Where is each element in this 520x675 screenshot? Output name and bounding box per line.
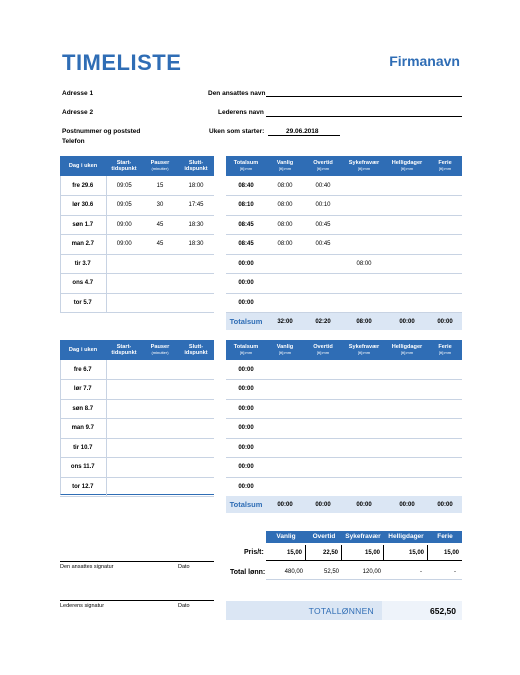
- table-row: [226, 215, 462, 235]
- col-total: [226, 340, 266, 360]
- week1-right-header: [226, 156, 462, 176]
- table-row: [226, 380, 462, 400]
- page-title: TIMELISTE: [62, 50, 182, 75]
- sick-cell[interactable]: [342, 235, 386, 255]
- phone-label: Telefon: [62, 138, 85, 145]
- holiday-cell[interactable]: [386, 399, 428, 419]
- end-cell[interactable]: [178, 274, 214, 294]
- vacation-cell[interactable]: [428, 254, 462, 274]
- col-end-label2: idspunkt: [184, 350, 208, 356]
- vacation-cell[interactable]: [428, 458, 462, 478]
- table-row: [226, 399, 462, 419]
- col-day-label: Dag i uken: [68, 162, 98, 169]
- vacation-cell[interactable]: [428, 419, 462, 439]
- overtime-cell[interactable]: [304, 254, 342, 274]
- col-start: [106, 340, 142, 360]
- table-row: [226, 419, 462, 439]
- total-cell: 00:00: [226, 399, 266, 419]
- vacation-cell[interactable]: [428, 235, 462, 255]
- pay-header-vacation: Ferie: [437, 532, 453, 540]
- start-cell[interactable]: [106, 438, 142, 458]
- total-sick: 120,00: [362, 569, 381, 575]
- col-total-label: Totalsum: [233, 159, 259, 166]
- sick-cell[interactable]: [342, 438, 386, 458]
- table-row: [60, 399, 214, 419]
- day-cell: lør 30.6: [60, 196, 106, 216]
- week-start-value: 29.06.2018: [286, 128, 319, 135]
- col-regular: [266, 156, 304, 176]
- col-vacation-label: Ferie: [438, 343, 452, 350]
- overtime-cell[interactable]: 00:10: [304, 196, 342, 216]
- col-total-unit: [tt]:mm: [239, 166, 253, 171]
- breaks-cell[interactable]: [142, 380, 178, 400]
- start-cell[interactable]: [106, 380, 142, 400]
- breaks-cell[interactable]: 45: [142, 235, 178, 255]
- table-row: [60, 176, 214, 196]
- end-cell[interactable]: [178, 399, 214, 419]
- col-end-label: Slutt-: [188, 159, 204, 166]
- pay-header-regular: Vanlig: [276, 532, 296, 540]
- vacation-cell[interactable]: [428, 438, 462, 458]
- overtime-cell[interactable]: [304, 293, 342, 313]
- total-cell: 00:00: [226, 380, 266, 400]
- col-breaks-unit: (minutter): [151, 350, 169, 355]
- day-cell: søn 8.7: [60, 399, 106, 419]
- rate-label: Pris/t:: [244, 549, 264, 556]
- start-cell[interactable]: [106, 360, 142, 380]
- end-cell[interactable]: [178, 438, 214, 458]
- total-cell: 00:00: [226, 458, 266, 478]
- week2-left-table: [60, 360, 214, 497]
- col-sick-unit: [tt]:mm: [357, 166, 371, 171]
- overtime-cell[interactable]: [304, 477, 342, 497]
- end-cell[interactable]: [178, 360, 214, 380]
- week2-sum-label: Totalsum: [229, 500, 263, 509]
- table-row: [226, 235, 462, 255]
- employee-signature-line[interactable]: [60, 561, 214, 562]
- holiday-cell[interactable]: [386, 477, 428, 497]
- total-cell: 00:00: [226, 293, 266, 313]
- day-cell: tor 5.7: [60, 293, 106, 313]
- col-day: [60, 340, 106, 360]
- pay-header: [266, 531, 462, 543]
- table-row: [60, 477, 214, 497]
- postal-label: Postnummer og poststed: [62, 128, 141, 135]
- end-cell[interactable]: [178, 254, 214, 274]
- breaks-cell[interactable]: 30: [142, 196, 178, 216]
- regular-cell[interactable]: 08:00: [266, 215, 304, 235]
- col-vacation-unit: [tt]:mm: [438, 350, 452, 355]
- start-cell[interactable]: 09:00: [106, 215, 142, 235]
- start-cell[interactable]: [106, 399, 142, 419]
- col-start: [106, 156, 142, 176]
- week2-sum-sick: 00:00: [356, 501, 372, 508]
- vacation-cell[interactable]: [428, 274, 462, 294]
- week1-sum-sick: 08:00: [356, 318, 372, 325]
- week1-left-table: [60, 176, 214, 313]
- day-cell: tir 3.7: [60, 254, 106, 274]
- col-overtime-unit: [tt]:mm: [316, 350, 330, 355]
- employee-date-label: Dato: [178, 564, 190, 570]
- manager-signature-label: Lederens signatur: [60, 603, 105, 609]
- col-regular-label: Vanlig: [276, 159, 294, 166]
- week-start-label: Uken som starter:: [209, 128, 265, 135]
- table-row: [60, 254, 214, 274]
- col-vacation-unit: [tt]:mm: [438, 166, 452, 171]
- regular-cell[interactable]: [266, 293, 304, 313]
- end-cell[interactable]: [178, 380, 214, 400]
- company-name: Firmanavn: [389, 53, 460, 69]
- col-holiday: [386, 156, 428, 176]
- pay-header-holiday: Helligdager: [388, 532, 424, 540]
- col-holiday-unit: [tt]:mm: [400, 166, 414, 171]
- day-cell: søn 1.7: [60, 215, 106, 235]
- rate-vacation[interactable]: 15,00: [443, 550, 459, 556]
- regular-cell[interactable]: [266, 274, 304, 294]
- holiday-cell[interactable]: [386, 196, 428, 216]
- regular-cell[interactable]: 08:00: [266, 176, 304, 196]
- sick-cell[interactable]: [342, 176, 386, 196]
- breaks-cell[interactable]: [142, 360, 178, 380]
- table-row: [60, 235, 214, 255]
- col-end: [178, 156, 214, 176]
- holiday-cell[interactable]: [386, 380, 428, 400]
- col-vacation: [428, 156, 462, 176]
- start-cell[interactable]: [106, 293, 142, 313]
- table-row: [226, 438, 462, 458]
- holiday-cell[interactable]: [386, 293, 428, 313]
- start-cell[interactable]: [106, 477, 142, 497]
- end-cell[interactable]: 17:45: [178, 196, 214, 216]
- col-holiday-unit: [tt]:mm: [400, 350, 414, 355]
- week2-sum-holiday: 00:00: [399, 501, 415, 508]
- pay-header-overtime: Overtid: [312, 532, 336, 540]
- start-cell[interactable]: [106, 458, 142, 478]
- col-regular-unit: [tt]:mm: [278, 350, 292, 355]
- rate-row: [266, 545, 462, 561]
- table-row: [226, 458, 462, 478]
- pay-header-sick: Sykefravær: [345, 532, 381, 540]
- col-breaks: [142, 340, 178, 360]
- col-total-unit: [tt]:mm: [239, 350, 253, 355]
- rate-overtime[interactable]: 22,50: [306, 545, 342, 560]
- regular-cell[interactable]: [266, 477, 304, 497]
- week1-sum-row: [226, 313, 462, 330]
- breaks-cell[interactable]: [142, 477, 178, 497]
- overtime-cell[interactable]: [304, 419, 342, 439]
- regular-cell[interactable]: [266, 380, 304, 400]
- vacation-cell[interactable]: [428, 399, 462, 419]
- overtime-cell[interactable]: [304, 274, 342, 294]
- regular-cell[interactable]: [266, 399, 304, 419]
- holiday-cell[interactable]: [386, 215, 428, 235]
- col-end-label: Slutt-: [188, 343, 204, 350]
- total-holiday: -: [420, 569, 422, 575]
- day-cell: ons 4.7: [60, 274, 106, 294]
- col-start-label: Start-: [116, 343, 132, 350]
- total-cell: 00:00: [226, 274, 266, 294]
- day-cell: man 2.7: [60, 235, 106, 255]
- col-vacation-label: Ferie: [438, 159, 452, 166]
- table-row: [60, 274, 214, 294]
- grand-total-bar: [226, 601, 462, 620]
- sick-cell[interactable]: [342, 196, 386, 216]
- total-regular: 480,00: [284, 569, 303, 575]
- manager-name-field[interactable]: [266, 116, 462, 117]
- col-start-label2: tidspunkt: [111, 350, 137, 356]
- vacation-cell[interactable]: [428, 176, 462, 196]
- overtime-cell[interactable]: [304, 380, 342, 400]
- total-cell: 08:10: [226, 196, 266, 216]
- col-day: [60, 156, 106, 176]
- week2-sum-vacation: 00:00: [437, 501, 453, 508]
- end-cell[interactable]: [178, 477, 214, 497]
- col-start-label2: tidspunkt: [111, 166, 137, 172]
- table-row: [60, 215, 214, 235]
- overtime-cell[interactable]: [304, 360, 342, 380]
- total-cell: 08:45: [226, 215, 266, 235]
- total-cell: 00:00: [226, 477, 266, 497]
- day-cell: lør 7.7: [60, 380, 106, 400]
- table-row: [226, 274, 462, 294]
- overtime-cell[interactable]: 00:45: [304, 235, 342, 255]
- end-cell[interactable]: [178, 293, 214, 313]
- total-pay-row: [266, 564, 462, 580]
- vacation-cell[interactable]: [428, 196, 462, 216]
- end-cell[interactable]: 18:30: [178, 235, 214, 255]
- holiday-cell[interactable]: [386, 438, 428, 458]
- col-regular: [266, 340, 304, 360]
- week1-sum-vacation: 00:00: [437, 318, 453, 325]
- employee-signature-label: Den ansattes signatur: [60, 564, 114, 570]
- col-overtime: [304, 156, 342, 176]
- start-cell[interactable]: 09:00: [106, 235, 142, 255]
- table-row: [226, 293, 462, 313]
- breaks-cell[interactable]: [142, 254, 178, 274]
- breaks-cell[interactable]: [142, 399, 178, 419]
- breaks-cell[interactable]: [142, 419, 178, 439]
- grand-total-value: 652,50: [382, 601, 462, 620]
- col-day-label: Dag i uken: [68, 346, 98, 353]
- col-total-label: Totalsum: [233, 343, 259, 350]
- breaks-cell[interactable]: [142, 274, 178, 294]
- col-end: [178, 340, 214, 360]
- day-cell: tir 10.7: [60, 438, 106, 458]
- end-cell[interactable]: 18:00: [178, 176, 214, 196]
- table-row: [60, 458, 214, 478]
- week1-right-table: [226, 176, 462, 313]
- col-sick-label: Sykefravær: [348, 159, 380, 166]
- col-sick: [342, 340, 386, 360]
- col-breaks-label: Pauser: [150, 159, 170, 166]
- total-cell: 00:00: [226, 438, 266, 458]
- total-overtime: 52,50: [323, 569, 339, 575]
- holiday-cell[interactable]: [386, 360, 428, 380]
- sick-cell[interactable]: [342, 458, 386, 478]
- table-row: [226, 254, 462, 274]
- holiday-cell[interactable]: [386, 235, 428, 255]
- table-row: [226, 360, 462, 380]
- table-row: [226, 477, 462, 497]
- col-holiday-label: Helligdager: [391, 159, 423, 166]
- address1-label: Adresse 1: [62, 90, 94, 97]
- sick-cell[interactable]: [342, 419, 386, 439]
- regular-cell[interactable]: [266, 438, 304, 458]
- overtime-cell[interactable]: [304, 458, 342, 478]
- table-row: [60, 360, 214, 380]
- col-overtime-label: Overtid: [313, 343, 333, 350]
- end-cell[interactable]: 18:30: [178, 215, 214, 235]
- day-cell: man 9.7: [60, 419, 106, 439]
- vacation-cell[interactable]: [428, 360, 462, 380]
- week2-sum-row: [226, 496, 462, 513]
- col-holiday-label: Helligdager: [391, 343, 423, 350]
- table-row: [60, 196, 214, 216]
- day-cell: ons 11.7: [60, 458, 106, 478]
- col-breaks-unit: (minutter): [151, 166, 169, 171]
- col-vacation: [428, 340, 462, 360]
- week1-sum-label: Totalsum: [229, 317, 263, 326]
- holiday-cell[interactable]: [386, 176, 428, 196]
- breaks-cell[interactable]: 45: [142, 215, 178, 235]
- total-cell: 00:00: [226, 360, 266, 380]
- total-cell: 00:00: [226, 254, 266, 274]
- end-cell[interactable]: [178, 458, 214, 478]
- table-row: [226, 176, 462, 196]
- col-breaks-label: Pauser: [150, 343, 170, 350]
- sick-cell[interactable]: [342, 380, 386, 400]
- col-holiday: [386, 340, 428, 360]
- total-vacation: -: [454, 569, 456, 575]
- col-sick: [342, 156, 386, 176]
- address2-label: Adresse 2: [62, 109, 94, 116]
- table-row: [226, 196, 462, 216]
- sick-cell[interactable]: [342, 215, 386, 235]
- day-cell: tor 12.7: [60, 477, 106, 497]
- regular-cell[interactable]: [266, 458, 304, 478]
- overtime-cell[interactable]: [304, 399, 342, 419]
- employee-name-field[interactable]: [266, 96, 462, 97]
- regular-cell[interactable]: 08:00: [266, 235, 304, 255]
- grand-total-label: TOTALLØNNEN: [308, 605, 374, 616]
- col-end-label2: idspunkt: [184, 166, 208, 172]
- start-cell[interactable]: [106, 419, 142, 439]
- week1-sum-regular: 32:00: [277, 318, 293, 325]
- week-start-field[interactable]: [268, 135, 340, 136]
- week1-sum-holiday: 00:00: [399, 318, 415, 325]
- rate-regular[interactable]: 15,00: [266, 545, 306, 560]
- total-cell: 00:00: [226, 419, 266, 439]
- sick-cell[interactable]: 08:00: [342, 254, 386, 274]
- total-cell: 08:45: [226, 235, 266, 255]
- table-row: [60, 438, 214, 458]
- start-cell[interactable]: 09:05: [106, 176, 142, 196]
- day-cell: fre 29.6: [60, 176, 106, 196]
- week2-sum-regular: 00:00: [277, 501, 293, 508]
- breaks-cell[interactable]: [142, 458, 178, 478]
- rate-holiday[interactable]: 15,00: [384, 545, 428, 560]
- employee-name-label: Den ansattes navn: [208, 90, 266, 97]
- week1-sum-overtime: 02:20: [315, 318, 331, 325]
- regular-cell[interactable]: [266, 419, 304, 439]
- sick-cell[interactable]: [342, 399, 386, 419]
- regular-cell[interactable]: [266, 254, 304, 274]
- col-regular-unit: [tt]:mm: [278, 166, 292, 171]
- sick-cell[interactable]: [342, 274, 386, 294]
- week1-left-header: [60, 156, 214, 176]
- col-sick-label: Sykefravær: [348, 343, 380, 350]
- holiday-cell[interactable]: [386, 458, 428, 478]
- sick-cell[interactable]: [342, 477, 386, 497]
- manager-date-label: Dato: [178, 603, 190, 609]
- holiday-cell[interactable]: [386, 254, 428, 274]
- breaks-cell[interactable]: [142, 293, 178, 313]
- holiday-cell[interactable]: [386, 274, 428, 294]
- overtime-cell[interactable]: 00:45: [304, 215, 342, 235]
- total-cell: 08:40: [226, 176, 266, 196]
- total-pay-label: Total lønn:: [230, 569, 266, 576]
- week2-right-table: [226, 360, 462, 497]
- week2-right-header: [226, 340, 462, 360]
- overtime-cell[interactable]: 00:40: [304, 176, 342, 196]
- day-cell: fre 6.7: [60, 360, 106, 380]
- col-regular-label: Vanlig: [276, 343, 294, 350]
- sick-cell[interactable]: [342, 360, 386, 380]
- regular-cell[interactable]: [266, 360, 304, 380]
- start-cell[interactable]: [106, 274, 142, 294]
- regular-cell[interactable]: 08:00: [266, 196, 304, 216]
- vacation-cell[interactable]: [428, 380, 462, 400]
- col-overtime-unit: [tt]:mm: [316, 166, 330, 171]
- manager-signature-line[interactable]: [60, 600, 214, 601]
- vacation-cell[interactable]: [428, 293, 462, 313]
- end-cell[interactable]: [178, 419, 214, 439]
- week2-sum-overtime: 00:00: [315, 501, 331, 508]
- vacation-cell[interactable]: [428, 215, 462, 235]
- col-overtime-label: Overtid: [313, 159, 333, 166]
- holiday-cell[interactable]: [386, 419, 428, 439]
- col-start-label: Start-: [116, 159, 132, 166]
- start-cell[interactable]: [106, 254, 142, 274]
- rate-sick[interactable]: 15,00: [342, 545, 384, 560]
- col-sick-unit: [tt]:mm: [357, 350, 371, 355]
- col-total: [226, 156, 266, 176]
- col-breaks: [142, 156, 178, 176]
- manager-name-label: Lederens navn: [218, 109, 264, 116]
- sick-cell[interactable]: [342, 293, 386, 313]
- overtime-cell[interactable]: [304, 438, 342, 458]
- week2-left-header: [60, 340, 214, 360]
- start-cell[interactable]: 09:05: [106, 196, 142, 216]
- breaks-cell[interactable]: [142, 438, 178, 458]
- table-row: [60, 293, 214, 313]
- table-row: [60, 419, 214, 439]
- breaks-cell[interactable]: 15: [142, 176, 178, 196]
- vacation-cell[interactable]: [428, 477, 462, 497]
- col-overtime: [304, 340, 342, 360]
- table-row: [60, 380, 214, 400]
